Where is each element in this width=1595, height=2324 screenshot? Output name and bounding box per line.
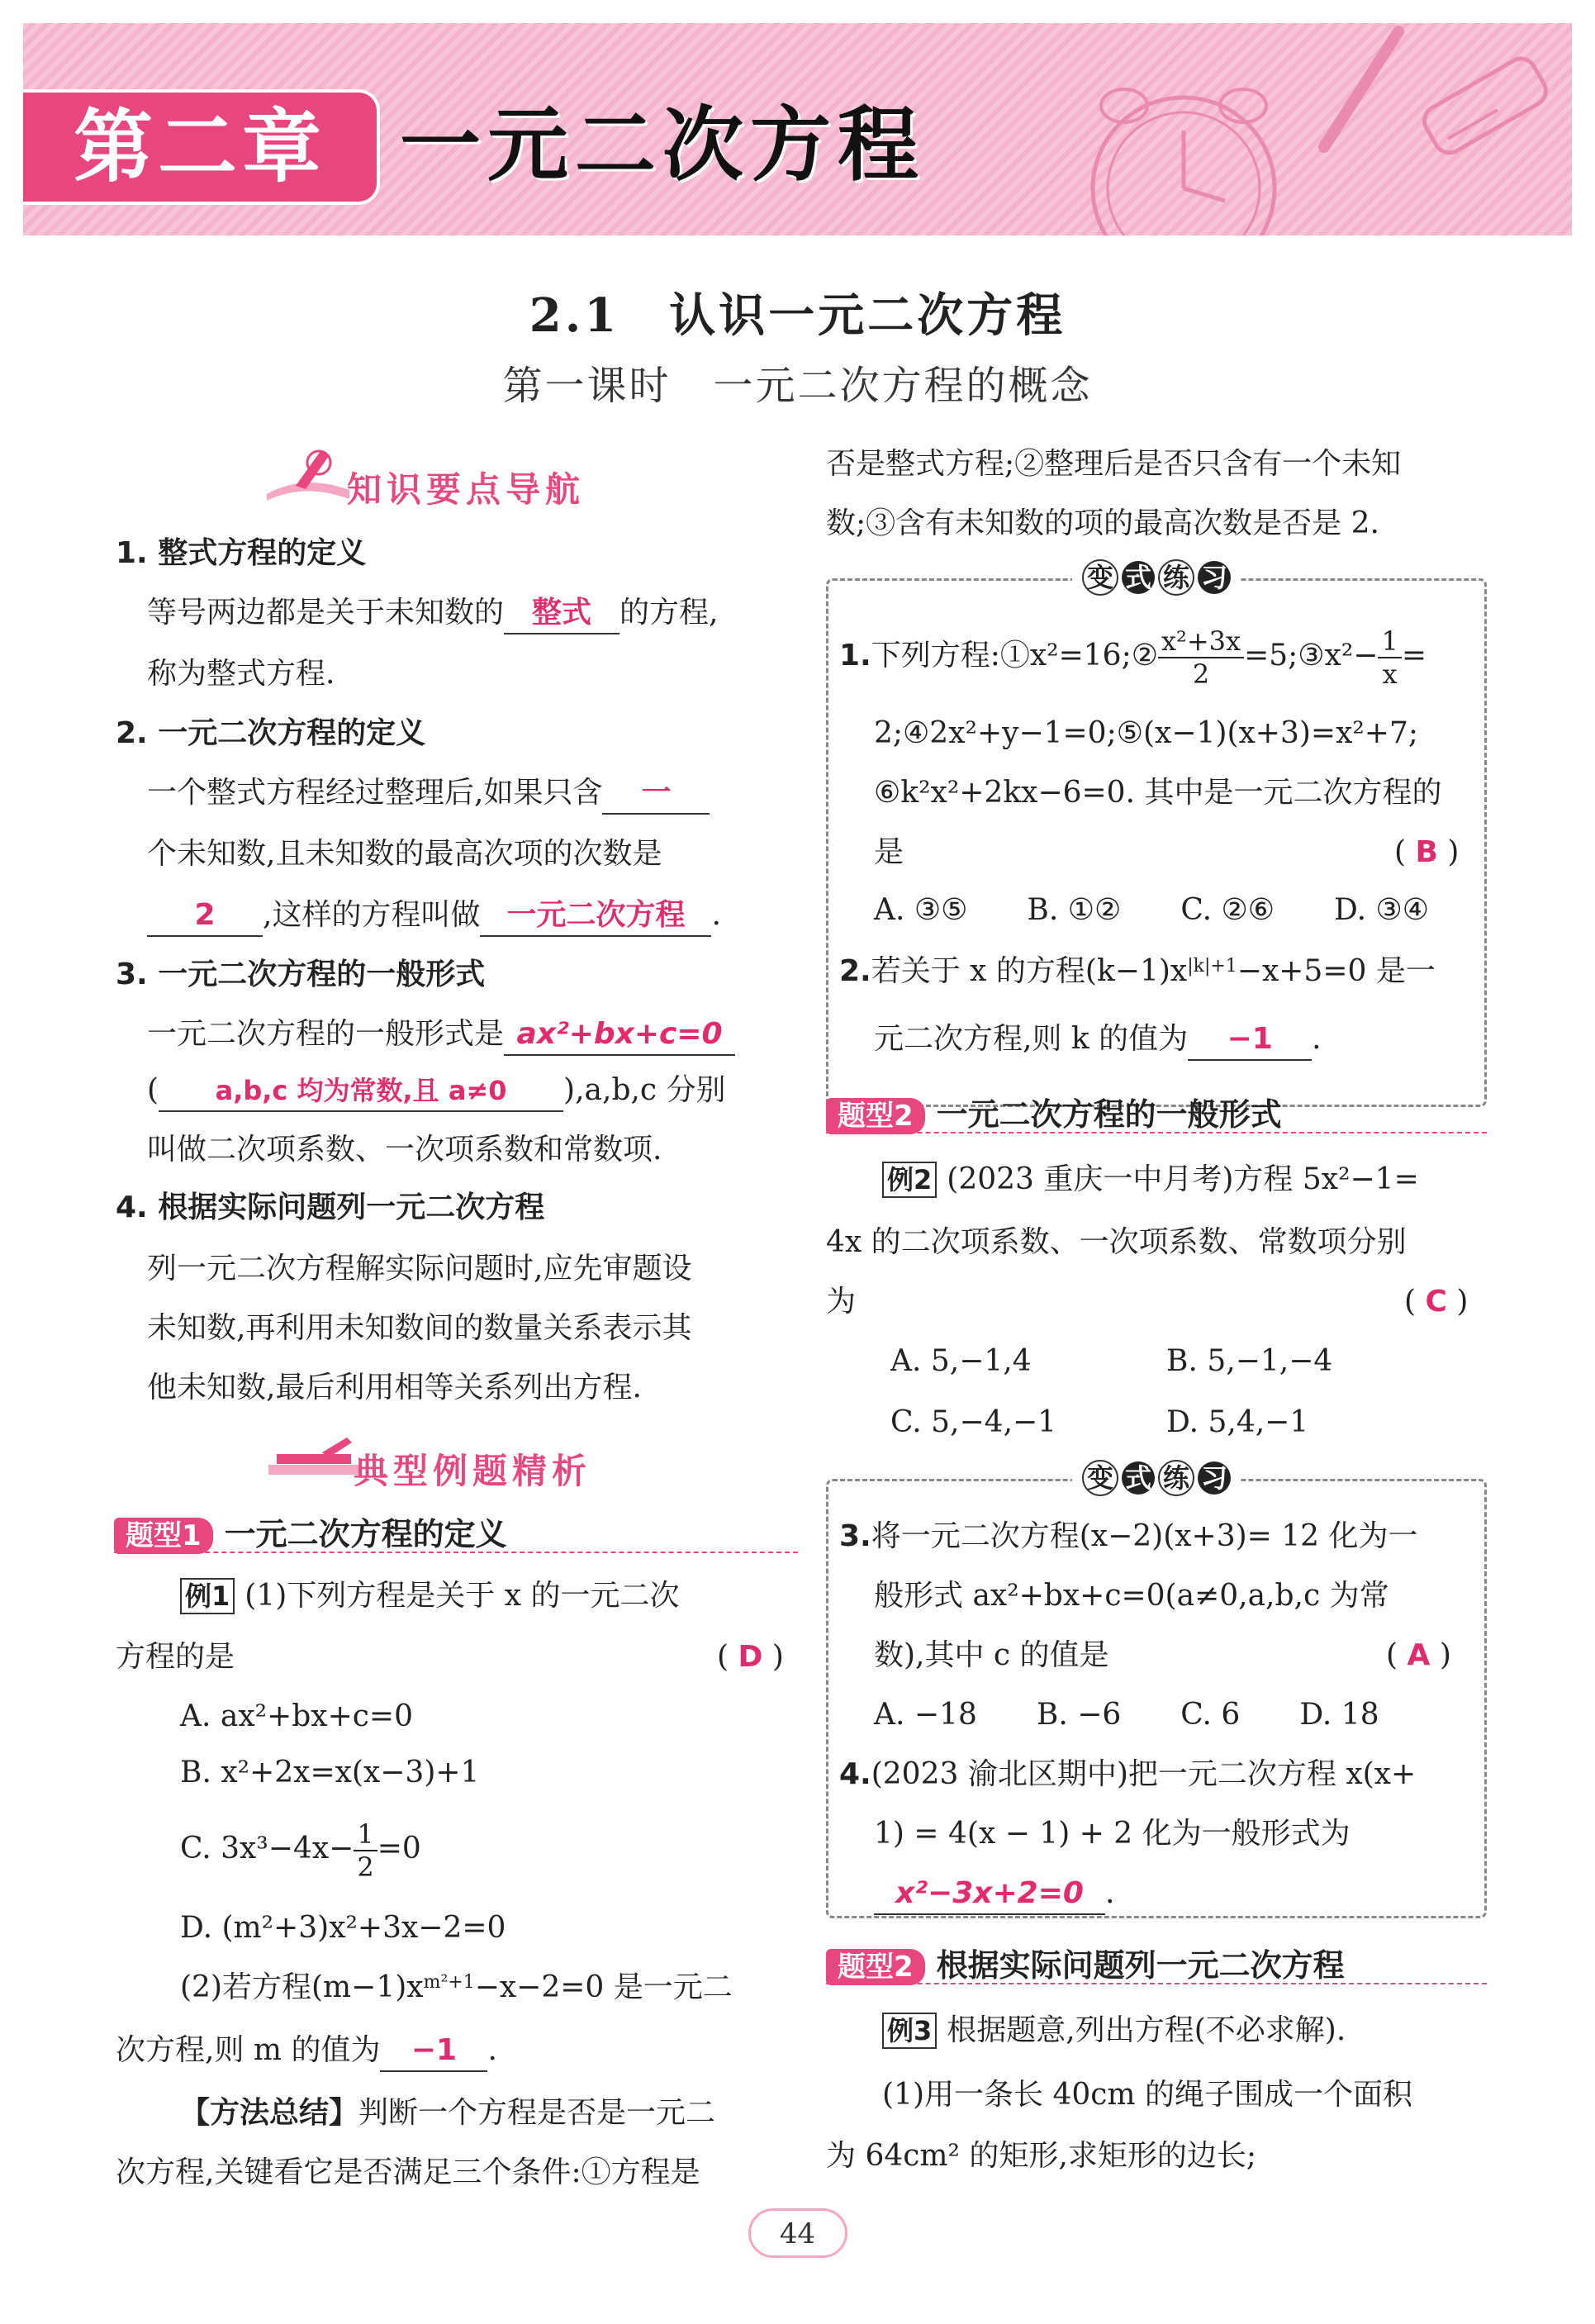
practice1-options: A. ③⑤ B. ①② C. ②⑥ D. ③④ — [874, 893, 1430, 927]
knowledge-3-line2 — [147, 1071, 726, 1112]
answer-blank — [1188, 1019, 1312, 1061]
fraction — [1158, 625, 1244, 690]
practice4-line2: 1) = 4(x − 1) + 2 化为一般形式为 — [874, 1817, 1351, 1851]
numerator: x²+3x — [1158, 625, 1244, 658]
answer: ax²+bx+c=0 — [516, 1017, 723, 1051]
practice3-line3: 数),其中 c 的值是 — [874, 1638, 1109, 1672]
answer-blank — [504, 593, 619, 634]
text: 等号两边都是关于未知数的 — [147, 596, 505, 630]
heading-char: 习 — [1198, 1461, 1231, 1495]
practice-heading — [1072, 1460, 1241, 1496]
text: 若关于 x 的方程(k−1)x — [871, 954, 1188, 988]
knowledge-4-line3: 他未知数,最后利用相等关系列出方程. — [147, 1371, 642, 1404]
chapter-label: 第二章 — [23, 89, 380, 205]
section-title: 2.1 认识一元二次方程 — [529, 288, 1066, 343]
question-number: 2. — [839, 954, 871, 988]
example1-option-d: D. (m²+3)x²+3x−2=0 — [180, 1911, 506, 1945]
book-pencil-icon — [263, 444, 354, 502]
practice3-line1 — [839, 1517, 1418, 1556]
practice1-line3: ⑥k²x²+2kx−6=0. 其中是一元二次方程的 — [874, 776, 1442, 810]
type2-tag: 题型2 — [826, 1098, 925, 1134]
knowledge-nav-heading: 知识要点导航 — [347, 469, 586, 510]
example1-badge: 例1 — [180, 1578, 235, 1614]
example2-option-c: C. 5,−4,−1 — [890, 1405, 1057, 1439]
example2-answer: ( C ) — [1404, 1285, 1469, 1319]
type1-label: 一元二次方程的定义 — [224, 1516, 507, 1552]
practice1-line4: 是 — [874, 835, 904, 869]
answer-blank — [602, 773, 710, 815]
method-summary-line4: 数;③含有未知数的项的最高次数是否是 2. — [826, 506, 1379, 540]
text: . — [711, 898, 721, 932]
method-summary-line2: 次方程,关键看它是否满足三个条件:①方程是 — [116, 2155, 700, 2189]
knowledge-3-line1 — [147, 1015, 735, 1056]
practice4-line3: x²−3x+2=0 . — [874, 1874, 1114, 1915]
example3-badge: 例3 — [882, 2013, 937, 2049]
text: =5;③x²− — [1244, 639, 1379, 672]
type2-label: 一元二次方程的一般形式 — [936, 1096, 1282, 1133]
text: 元二次方程,则 k 的值为 — [874, 1022, 1189, 1056]
heading-char: 习 — [1198, 561, 1231, 594]
answer-blank — [147, 896, 263, 937]
answer: 整式 — [532, 596, 592, 630]
answer: C — [1425, 1285, 1447, 1319]
numerator: 1 — [1378, 625, 1401, 658]
example1-option-c — [180, 1814, 421, 1884]
example2-badge: 例2 — [882, 1162, 937, 1198]
examples-heading: 典型例题精析 — [354, 1451, 592, 1491]
example2-line2: 4x 的二次项系数、一次项系数、常数项分别 — [826, 1225, 1407, 1259]
type3-label: 根据实际问题列一元二次方程 — [936, 1947, 1345, 1984]
example1-option-b: B. x²+2x=x(x−3)+1 — [180, 1756, 480, 1789]
type2-header — [826, 1089, 1487, 1133]
practice1-line2: 2;④2x²+y−1=0;⑤(x−1)(x+3)=x²+7; — [874, 716, 1419, 750]
answer: 一元二次方程 — [506, 898, 686, 932]
section-subtitle: 第一课时 一元二次方程的概念 — [502, 363, 1093, 409]
knowledge-4-heading: 4. 根据实际问题列一元二次方程 — [116, 1191, 545, 1224]
numerator: 1 — [354, 1818, 377, 1851]
text: −x+5=0 是一 — [1237, 954, 1436, 988]
answer: B — [1415, 835, 1438, 869]
text: ,这样的方程叫做 — [263, 898, 481, 932]
text: 根据题意,列出方程(不必求解). — [947, 2013, 1346, 2047]
text: (2023 重庆一中月考)方程 5x²−1= — [947, 1162, 1419, 1196]
text: C. 3x³−4x− — [180, 1832, 354, 1865]
example2-option-a: A. 5,−1,4 — [890, 1344, 1032, 1378]
denominator: x — [1382, 658, 1398, 690]
heading-char: 式 — [1122, 561, 1155, 594]
practice2-line2: 元二次方程,则 k 的值为 −1 . — [874, 1019, 1322, 1061]
stationery-decoration-icon — [936, 23, 1564, 235]
exponent: |k|+1 — [1187, 956, 1237, 977]
knowledge-4-line2: 未知数,再利用未知数间的数量关系表示其 — [147, 1311, 692, 1345]
example1-answer1: ( D ) — [717, 1640, 784, 1674]
example1-question2-cont: 次方程,则 m 的值为 −1 . — [116, 2031, 497, 2072]
answer-blank — [159, 1071, 563, 1112]
heading-char: 练 — [1158, 1460, 1194, 1496]
type3-header — [826, 1940, 1487, 1984]
example1-question2 — [180, 1968, 733, 2008]
knowledge-2-heading: 2. 一元二次方程的定义 — [116, 716, 426, 750]
practice3-line2: 般形式 ax²+bx+c=0(a≠0,a,b,c 为常 — [874, 1579, 1389, 1613]
example3-line1 — [882, 2011, 1346, 2051]
method-summary-line3: 否是整式方程;②整理后是否只含有一个未知 — [826, 447, 1402, 481]
text: −x−2=0 是一元二 — [474, 1970, 733, 2004]
knowledge-2-line3 — [147, 896, 721, 937]
answer: −1 — [1227, 1022, 1273, 1056]
answer-blank — [480, 896, 711, 937]
answer: a,b,c 均为常数,且 a≠0 — [215, 1075, 507, 1106]
question-number: 4. — [839, 1757, 871, 1791]
page-number: 44 — [748, 2208, 847, 2258]
answer: −1 — [411, 2033, 458, 2067]
knowledge-1-line1 — [147, 593, 718, 634]
practice3-answer: ( A ) — [1386, 1638, 1451, 1672]
type1-header — [114, 1509, 798, 1553]
practice2-line1 — [839, 952, 1436, 991]
text: = — [1401, 639, 1426, 672]
books-icon — [264, 1436, 363, 1485]
page — [23, 23, 1572, 2301]
text: 一个整式方程经过整理后,如果只含 — [147, 776, 603, 810]
text: 的方程, — [619, 596, 719, 630]
example2-option-d: D. 5,4,−1 — [1166, 1405, 1309, 1439]
practice-heading — [1072, 559, 1241, 596]
answer-blank — [874, 1874, 1105, 1915]
type3-tag: 题型2 — [826, 1949, 925, 1985]
text: 次方程,则 m 的值为 — [116, 2033, 381, 2067]
knowledge-2-line2: 个未知数,且未知数的最高次项的次数是 — [147, 837, 662, 871]
answer-blank — [380, 2031, 487, 2072]
example3-line3: 为 64cm² 的矩形,求矩形的边长; — [826, 2139, 1256, 2173]
text: =0 — [377, 1832, 421, 1865]
method-label: 【方法总结】 — [180, 2096, 359, 2130]
knowledge-1-heading: 1. 整式方程的定义 — [116, 536, 367, 570]
text: 判断一个方程是否是一元二 — [358, 2096, 716, 2130]
example1-question1-cont: 方程的是 — [116, 1640, 235, 1674]
answer: 2 — [194, 898, 216, 932]
practice4-line1 — [839, 1755, 1416, 1794]
knowledge-3-heading: 3. 一元二次方程的一般形式 — [116, 958, 486, 991]
example2-line1 — [882, 1160, 1419, 1200]
practice1-answer: ( B ) — [1394, 835, 1460, 869]
method-summary-line1 — [180, 2094, 715, 2133]
text: (2023 渝北区期中)把一元二次方程 x(x+ — [871, 1757, 1417, 1791]
example3-line2: (1)用一条长 40cm 的绳子围成一个面积 — [882, 2078, 1412, 2112]
fraction — [1378, 625, 1401, 690]
text: (2)若方程(m−1)x — [180, 1970, 424, 2004]
text: 一元二次方程的一般形式是 — [147, 1017, 505, 1051]
example1-option-a: A. ax²+bx+c=0 — [180, 1699, 413, 1733]
exponent: m²+1 — [423, 1972, 475, 1993]
knowledge-1-line2: 称为整式方程. — [147, 657, 335, 691]
chapter-banner — [23, 23, 1572, 235]
text: ( — [147, 1073, 159, 1107]
heading-char: 练 — [1158, 559, 1194, 596]
chapter-title: 一元二次方程 — [400, 98, 926, 192]
heading-char: 式 — [1122, 1461, 1155, 1495]
fraction — [354, 1818, 377, 1883]
text: (1)下列方程是关于 x 的一元二次 — [244, 1579, 680, 1613]
denominator: 2 — [357, 1851, 374, 1883]
denominator: 2 — [1192, 658, 1210, 690]
example1-question1 — [180, 1576, 679, 1616]
knowledge-2-line1 — [147, 773, 710, 815]
answer: A — [1407, 1638, 1431, 1672]
question-number: 3. — [839, 1519, 871, 1553]
heading-char: 变 — [1082, 1460, 1118, 1496]
practice1-line1 — [839, 621, 1426, 691]
knowledge-3-line3: 叫做二次项系数、一次项系数和常数项. — [147, 1133, 662, 1167]
heading-char: 变 — [1082, 559, 1118, 596]
practice3-options: A. −18 B. −6 C. 6 D. 18 — [874, 1698, 1379, 1732]
text: 下列方程:①x²=16;② — [871, 639, 1158, 672]
question-number: 1. — [839, 639, 871, 672]
text: ),a,b,c 分别 — [563, 1073, 726, 1107]
example2-line3: 为 — [826, 1285, 857, 1319]
answer: x²−3x+2=0 — [895, 1876, 1084, 1910]
answer: 一 — [641, 776, 672, 810]
knowledge-4-line1: 列一元二次方程解实际问题时,应先审题设 — [147, 1252, 692, 1286]
text: 将一元二次方程(x−2)(x+3)= 12 化为一 — [871, 1519, 1418, 1553]
answer-blank — [504, 1015, 735, 1056]
answer: D — [738, 1640, 763, 1674]
type1-tag: 题型1 — [114, 1518, 213, 1554]
example2-option-b: B. 5,−1,−4 — [1166, 1344, 1333, 1378]
